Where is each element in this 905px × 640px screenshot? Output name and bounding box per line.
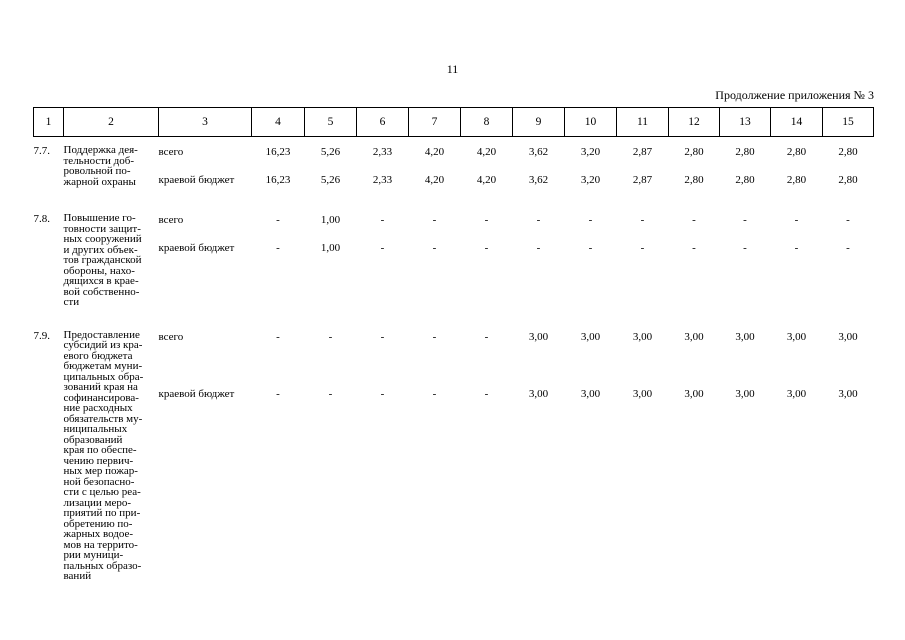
value-column-15 xyxy=(823,201,874,308)
column-header-12: 12 xyxy=(669,108,720,137)
value-cell: 1,00 xyxy=(320,242,341,254)
value-cell: 3,00 xyxy=(786,330,807,343)
value-cell: - xyxy=(846,214,850,226)
value-cell: 5,26 xyxy=(320,174,341,186)
value-cell: - xyxy=(432,214,437,226)
funding-sources xyxy=(159,308,252,582)
value-cell: 3,00 xyxy=(838,330,858,343)
value-cell: 2,80 xyxy=(684,146,704,158)
value-cell: 2,87 xyxy=(632,146,653,158)
budget-table xyxy=(33,107,874,582)
value-cell: 3,00 xyxy=(580,330,601,343)
value-cell: 2,80 xyxy=(735,146,755,158)
measure-name-line: жарной охраны xyxy=(63,175,136,188)
column-header-10: 10 xyxy=(565,108,617,137)
measure-name-line: бюджетам муни- xyxy=(63,360,143,372)
measure-name-line: ных мер пожар- xyxy=(63,465,138,477)
column-header-7: 7 xyxy=(409,108,461,137)
value-cell: - xyxy=(276,330,280,343)
measure-name-line: края по обеспе- xyxy=(63,444,137,456)
value-cell: 3,00 xyxy=(786,387,807,400)
value-column-4 xyxy=(252,137,305,202)
funding-source-label: всего xyxy=(158,330,184,343)
measure-name-line: Поддержка дея- xyxy=(63,144,138,156)
measure-name-line: рии муници- xyxy=(63,549,124,561)
measure-name-line: дящихся в крае- xyxy=(63,275,139,287)
measure-name-line: сти xyxy=(63,296,80,308)
column-header-11: 11 xyxy=(617,108,669,137)
value-column-13 xyxy=(720,308,771,582)
measure-name-line: софинансирова- xyxy=(63,391,139,404)
value-cell: 2,33 xyxy=(372,146,393,158)
funding-sources xyxy=(159,137,252,202)
column-header-2: 2 xyxy=(64,108,159,137)
row-number: 7.7. xyxy=(33,145,50,157)
measure-name-line: обретению по- xyxy=(63,517,133,530)
value-column-13 xyxy=(720,201,771,308)
column-header-14: 14 xyxy=(771,108,823,137)
value-cell: 3,00 xyxy=(684,330,704,343)
value-column-11 xyxy=(617,308,669,582)
measure-name-line: пальных образо- xyxy=(63,559,142,572)
value-column-15 xyxy=(823,137,874,202)
value-cell: 3,00 xyxy=(580,387,601,400)
value-cell: - xyxy=(794,242,799,254)
funding-source-label: всего xyxy=(158,214,184,226)
value-cell: 3,00 xyxy=(528,387,549,400)
value-cell: 3,62 xyxy=(528,174,549,186)
column-header-9: 9 xyxy=(513,108,565,137)
measure-name-line: чению первич- xyxy=(63,454,134,467)
value-column-5 xyxy=(305,201,357,308)
value-cell: 2,80 xyxy=(786,146,807,158)
value-cell: 1,00 xyxy=(320,214,341,226)
funding-source-label: краевой бюджет xyxy=(158,174,235,186)
value-column-12 xyxy=(669,308,720,582)
table-row xyxy=(34,308,874,582)
page-number: 11 xyxy=(446,62,459,76)
measure-name-line: ваний xyxy=(63,570,92,582)
continuation-caption: Продолжение приложения № 3 xyxy=(715,88,874,102)
row-measure-name xyxy=(64,201,159,308)
value-cell: 16,23 xyxy=(265,174,291,186)
measure-name-line: зований края на xyxy=(63,381,138,393)
value-cell: 3,00 xyxy=(528,330,549,343)
measure-name-line: вой собственно- xyxy=(63,285,140,298)
measure-name-line: лизации меро- xyxy=(63,496,132,509)
measure-name-line: Повышение го- xyxy=(63,212,136,224)
measure-name-line: ровольной по- xyxy=(63,165,131,177)
value-column-14 xyxy=(771,137,823,202)
row-number: 7.8. xyxy=(33,213,50,225)
value-cell: - xyxy=(846,242,850,254)
value-column-8 xyxy=(461,308,513,582)
value-cell: - xyxy=(380,330,385,343)
value-cell: - xyxy=(743,214,747,226)
measure-name-line: евого бюджета xyxy=(63,349,133,362)
value-column-7 xyxy=(409,308,461,582)
value-cell: 2,80 xyxy=(684,174,704,186)
measure-name-line: ние расходных xyxy=(63,402,133,414)
value-cell: 4,20 xyxy=(476,146,497,158)
value-cell: 2,87 xyxy=(632,174,653,186)
value-column-13 xyxy=(720,137,771,202)
value-cell: - xyxy=(432,330,437,343)
value-column-5 xyxy=(305,308,357,582)
value-column-12 xyxy=(669,201,720,308)
value-cell: - xyxy=(588,214,593,226)
value-column-9 xyxy=(513,137,565,202)
value-column-12 xyxy=(669,137,720,202)
column-header-15: 15 xyxy=(823,108,874,137)
value-cell: 3,00 xyxy=(735,387,755,400)
value-cell: 4,20 xyxy=(424,174,445,186)
value-cell: 16,23 xyxy=(265,146,291,158)
value-column-14 xyxy=(771,308,823,582)
funding-source-label: всего xyxy=(158,146,184,158)
value-column-10 xyxy=(565,308,617,582)
value-cell: - xyxy=(640,242,645,254)
value-cell: - xyxy=(484,242,489,254)
value-column-11 xyxy=(617,137,669,202)
value-cell: 5,26 xyxy=(320,146,341,158)
value-cell: - xyxy=(432,387,437,400)
header-row xyxy=(34,108,874,137)
value-column-7 xyxy=(409,137,461,202)
row-measure-name xyxy=(64,137,159,202)
value-column-6 xyxy=(357,308,409,582)
value-column-7 xyxy=(409,201,461,308)
value-column-5 xyxy=(305,137,357,202)
measure-name-line: сти с целью реа- xyxy=(63,486,141,498)
value-cell: - xyxy=(536,214,541,226)
value-cell: - xyxy=(276,242,280,254)
value-column-6 xyxy=(357,137,409,202)
value-column-10 xyxy=(565,201,617,308)
value-column-14 xyxy=(771,201,823,308)
measure-name-line: ципальных обра- xyxy=(63,370,144,383)
measure-name-line: Предоставление xyxy=(63,328,140,341)
value-cell: - xyxy=(484,330,489,343)
table-row xyxy=(34,137,874,202)
value-cell: 2,33 xyxy=(372,174,393,186)
measure-name-line: ниципальных xyxy=(63,423,128,435)
measure-name-line: тельности доб- xyxy=(63,154,135,167)
measure-name-line: товности защит- xyxy=(63,222,141,235)
value-column-9 xyxy=(513,201,565,308)
value-cell: 4,20 xyxy=(424,146,445,158)
value-cell: - xyxy=(432,242,437,254)
funding-source-label: краевой бюджет xyxy=(158,387,235,400)
column-header-5: 5 xyxy=(305,108,357,137)
value-column-8 xyxy=(461,201,513,308)
value-cell: - xyxy=(692,214,696,226)
value-cell: - xyxy=(536,242,541,254)
value-cell: 3,00 xyxy=(632,330,653,343)
column-header-4: 4 xyxy=(252,108,305,137)
value-cell: 3,00 xyxy=(735,330,755,343)
measure-name-line: ных сооружений xyxy=(63,233,142,245)
value-cell: - xyxy=(380,387,385,400)
measure-name-line: обязательств му- xyxy=(63,412,143,425)
measure-name-line: обороны, нахо- xyxy=(63,264,135,277)
measure-name-line: тов гражданской xyxy=(63,254,142,266)
value-cell: - xyxy=(380,214,385,226)
value-column-11 xyxy=(617,201,669,308)
value-column-9 xyxy=(513,308,565,582)
row-measure-name xyxy=(64,308,159,582)
value-column-10 xyxy=(565,137,617,202)
value-column-8 xyxy=(461,137,513,202)
value-cell: 3,20 xyxy=(580,174,601,186)
value-cell: 2,80 xyxy=(786,174,807,186)
value-cell: 2,80 xyxy=(735,174,755,186)
value-cell: - xyxy=(743,242,747,254)
value-cell: - xyxy=(380,242,385,254)
column-header-1: 1 xyxy=(34,108,64,137)
measure-name-line: приятий по при- xyxy=(63,507,141,519)
measure-name-line: ной безопасно- xyxy=(63,475,135,488)
value-column-6 xyxy=(357,201,409,308)
column-header-6: 6 xyxy=(357,108,409,137)
value-cell: - xyxy=(276,387,280,400)
value-cell: - xyxy=(640,214,645,226)
value-cell: - xyxy=(794,214,799,226)
value-cell: 3,00 xyxy=(838,387,858,400)
value-cell: - xyxy=(588,242,593,254)
row-number: 7.9. xyxy=(33,329,50,342)
value-cell: 4,20 xyxy=(476,174,497,186)
table-body xyxy=(34,137,874,582)
value-cell: 3,00 xyxy=(684,387,704,400)
value-cell: 3,00 xyxy=(632,387,653,400)
value-cell: - xyxy=(484,214,489,226)
table-row xyxy=(34,201,874,308)
measure-name-line: субсидий из кра- xyxy=(63,339,143,351)
value-column-4 xyxy=(252,308,305,582)
value-column-15 xyxy=(823,308,874,582)
value-cell: - xyxy=(328,387,333,400)
column-header-3: 3 xyxy=(159,108,252,137)
column-header-8: 8 xyxy=(461,108,513,137)
value-column-4 xyxy=(252,201,305,308)
value-cell: - xyxy=(276,214,280,226)
measure-name-line: образований xyxy=(63,433,123,446)
value-cell: 3,62 xyxy=(528,146,549,158)
value-cell: 3,20 xyxy=(580,146,601,158)
column-header-13: 13 xyxy=(720,108,771,137)
value-cell: 2,80 xyxy=(838,174,858,186)
value-cell: - xyxy=(484,387,489,400)
funding-source-label: краевой бюджет xyxy=(158,242,235,254)
measure-name-line: мов на террито- xyxy=(63,538,138,551)
measure-name-line: и других объек- xyxy=(63,243,138,256)
measure-name-line: жарных водое- xyxy=(63,528,134,540)
value-cell: - xyxy=(328,330,333,343)
value-cell: 2,80 xyxy=(838,146,858,158)
funding-sources xyxy=(159,201,252,308)
value-cell: - xyxy=(692,242,696,254)
